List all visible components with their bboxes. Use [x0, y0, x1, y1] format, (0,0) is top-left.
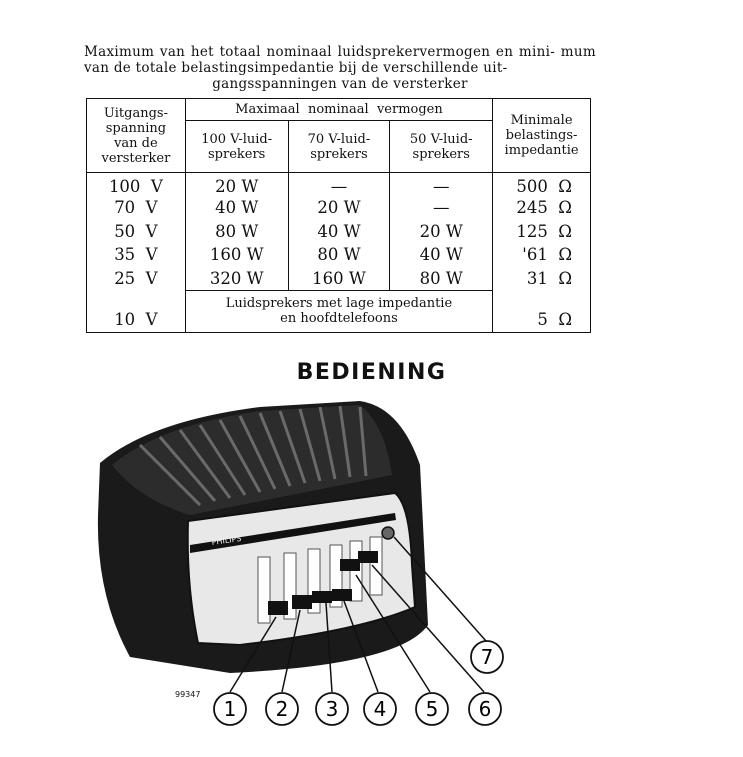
cell-impedance: 500 Ω — [493, 173, 591, 197]
cell-impedance: 125 Ω — [493, 220, 591, 244]
caption-line-1: Maximum van het totaal nominaal luidsprekervermogen en mini- — [84, 44, 556, 60]
callout-3-label: 3 — [325, 697, 339, 721]
header-min-impedance — [493, 99, 591, 173]
cell-70v-power: 40 W — [288, 220, 390, 244]
cell-impedance: 31 Ω — [493, 267, 591, 291]
callout-5-label: 5 — [425, 697, 439, 721]
note-line: en hoofdtelefoons — [280, 311, 398, 326]
cell-70v-power: 20 W — [288, 196, 390, 220]
table-row — [87, 267, 591, 291]
cell-voltage: 35 V — [87, 243, 186, 267]
header-output-voltage — [87, 99, 186, 173]
cell-50v-power: 80 W — [419, 268, 463, 288]
header-50v-speakers — [390, 121, 493, 173]
header-output-voltage-line: spanning — [105, 120, 167, 136]
callout-4-label: 4 — [373, 697, 387, 721]
section-heading: BEDIENING — [296, 360, 447, 385]
cell-50v-power: 40 W — [419, 245, 463, 265]
header-50v-line: 50 V-luid- — [409, 131, 473, 147]
cell-100v-power: 320 W — [185, 267, 288, 291]
power-knob — [382, 527, 394, 539]
header-min-impedance-line: Minimale — [510, 113, 573, 128]
cell-50v-power: — — [432, 176, 450, 196]
cell-impedance: '61 Ω — [493, 243, 591, 267]
table-row-low-impedance — [87, 290, 591, 332]
cell-70v-power: 80 W — [288, 243, 390, 267]
header-100v-speakers — [185, 121, 288, 173]
header-100v-line: 100 V-luid- — [201, 131, 273, 147]
cell-70v-power: — — [288, 173, 390, 197]
note-line: Luidsprekers met lage impedantie — [225, 296, 453, 311]
cell-voltage: 10 V — [87, 290, 186, 332]
cell-50v-power: 20 W — [419, 221, 463, 241]
cell-100v-power: 160 W — [185, 243, 288, 267]
amplifier-spec-table — [86, 98, 591, 333]
header-output-voltage-line: versterker — [101, 150, 171, 166]
header-50v-line: sprekers — [412, 146, 470, 162]
cell-voltage: 70 V — [87, 196, 186, 220]
caption-line-2: mum van de totale belastingsimpedantie bij de verschillende uit- — [84, 44, 596, 76]
callout-1-label: 1 — [223, 697, 237, 721]
header-output-voltage-line: van de — [114, 135, 158, 151]
cell-voltage: 50 V — [87, 220, 186, 244]
cell-impedance: 245 Ω — [493, 196, 591, 220]
caption-line-3: gangsspanningen van de versterker — [212, 76, 468, 92]
header-70v-line: 70 V-luid- — [307, 131, 371, 147]
header-70v-speakers — [288, 121, 390, 173]
cell-100v-power: 20 W — [185, 173, 288, 197]
amplifier-illustration — [0, 395, 743, 757]
header-min-impedance-line: belastings- — [505, 128, 578, 143]
table-row — [87, 243, 591, 267]
table-row — [87, 196, 591, 220]
cell-70v-power: 160 W — [288, 267, 390, 291]
table-row — [87, 220, 591, 244]
header-70v-line: sprekers — [310, 146, 368, 162]
header-min-impedance-line: impedantie — [504, 143, 579, 158]
callout-7-label: 7 — [480, 645, 494, 669]
callout-2-label: 2 — [275, 697, 289, 721]
header-100v-line: sprekers — [208, 146, 266, 162]
figure-number: 99347 — [175, 690, 201, 699]
cell-50v-power: — — [432, 198, 450, 218]
cell-low-impedance-note — [185, 290, 492, 332]
callout-6-label: 6 — [478, 697, 492, 721]
header-output-voltage-line: Uitgangs- — [103, 105, 168, 121]
cell-impedance: 5 Ω — [493, 290, 591, 332]
cell-100v-power: 40 W — [185, 196, 288, 220]
header-max-power: Maximaal nominaal vermogen — [185, 99, 492, 121]
table-caption — [84, 44, 596, 92]
cell-100v-power: 80 W — [185, 220, 288, 244]
cell-voltage: 25 V — [87, 267, 186, 291]
cell-voltage: 100 V — [87, 173, 186, 197]
table-row — [87, 173, 591, 197]
brand-label: PHILIPS — [211, 533, 242, 547]
